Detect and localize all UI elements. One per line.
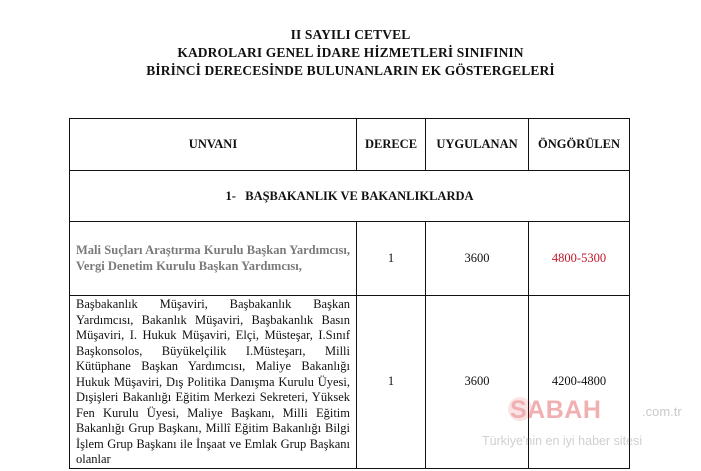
- column-header-derece: DERECE: [357, 119, 426, 171]
- document-title-line-3: BİRİNCİ DERECESİNDE BULUNANLARIN EK GÖSTERGELERİ: [146, 63, 555, 78]
- ongorulen-cell: 4800-5300: [529, 222, 630, 296]
- column-header-unvani: UNVANI: [70, 119, 357, 171]
- derece-cell: 1: [357, 222, 426, 296]
- table-header-row: [70, 119, 630, 171]
- watermark-logo-text: SABAH: [510, 396, 602, 424]
- column-header-ongorulen: ÖNGÖRÜLEN: [529, 119, 630, 171]
- ongorulen-cell: 4200-4800: [529, 296, 630, 469]
- table-row: [70, 222, 630, 296]
- watermark-tagline: Türkiye'nin en iyi haber sitesi: [482, 434, 643, 448]
- unvan-cell: Başbakanlık Müşaviri, Başbakanlık Başkan Yardımcısı, Bakanlık Müşaviri, Başbakanlık Basın Müşaviri, I. Hukuk Müşaviri, Elçi, Müsteşar, I.Sınıf Başkonsolos, Büyükelçilik I.Müsteşarı, Milli Kütüphane Başkan Yardımcısı, Maliye Bakanlığı Hukuk Müşaviri, Dış Politika Danışma Kurulu Üyesi, Dışişleri Bakanlığı Eğitim Merkezi Sekreteri, Yüksek Fen Kurulu Üyesi, Maliye Başkanı, Milli Eğitim Bakanlığı Grup Başkanı, Millî Eğitim Bakanlığı Bilgi İşlem Grup Başkanı ile İnşaat ve Emlak Grup Başkanı olanlar: [70, 296, 357, 469]
- column-header-uygulanan: UYGULANAN: [426, 119, 529, 171]
- derece-cell: 1: [357, 296, 426, 469]
- document-title-line-1: II SAYILI CETVEL: [290, 27, 411, 42]
- watermark-domain: .com.tr: [642, 404, 682, 419]
- uygulanan-cell: 3600: [426, 296, 529, 469]
- unvan-cell: Mali Suçları Araştırma Kurulu Başkan Yardımcısı, Vergi Denetim Kurulu Başkan Yardımcısı,: [70, 222, 357, 296]
- section-heading: 1- BAŞBAKANLIK VE BAKANLIKLARDA: [70, 171, 630, 222]
- document-title-line-2: KADROLARI GENEL İDARE HİZMETLERİ SINIFININ: [177, 45, 524, 60]
- section-row: [70, 171, 630, 222]
- sabah-watermark: [482, 396, 697, 460]
- uygulanan-cell: 3600: [426, 222, 529, 296]
